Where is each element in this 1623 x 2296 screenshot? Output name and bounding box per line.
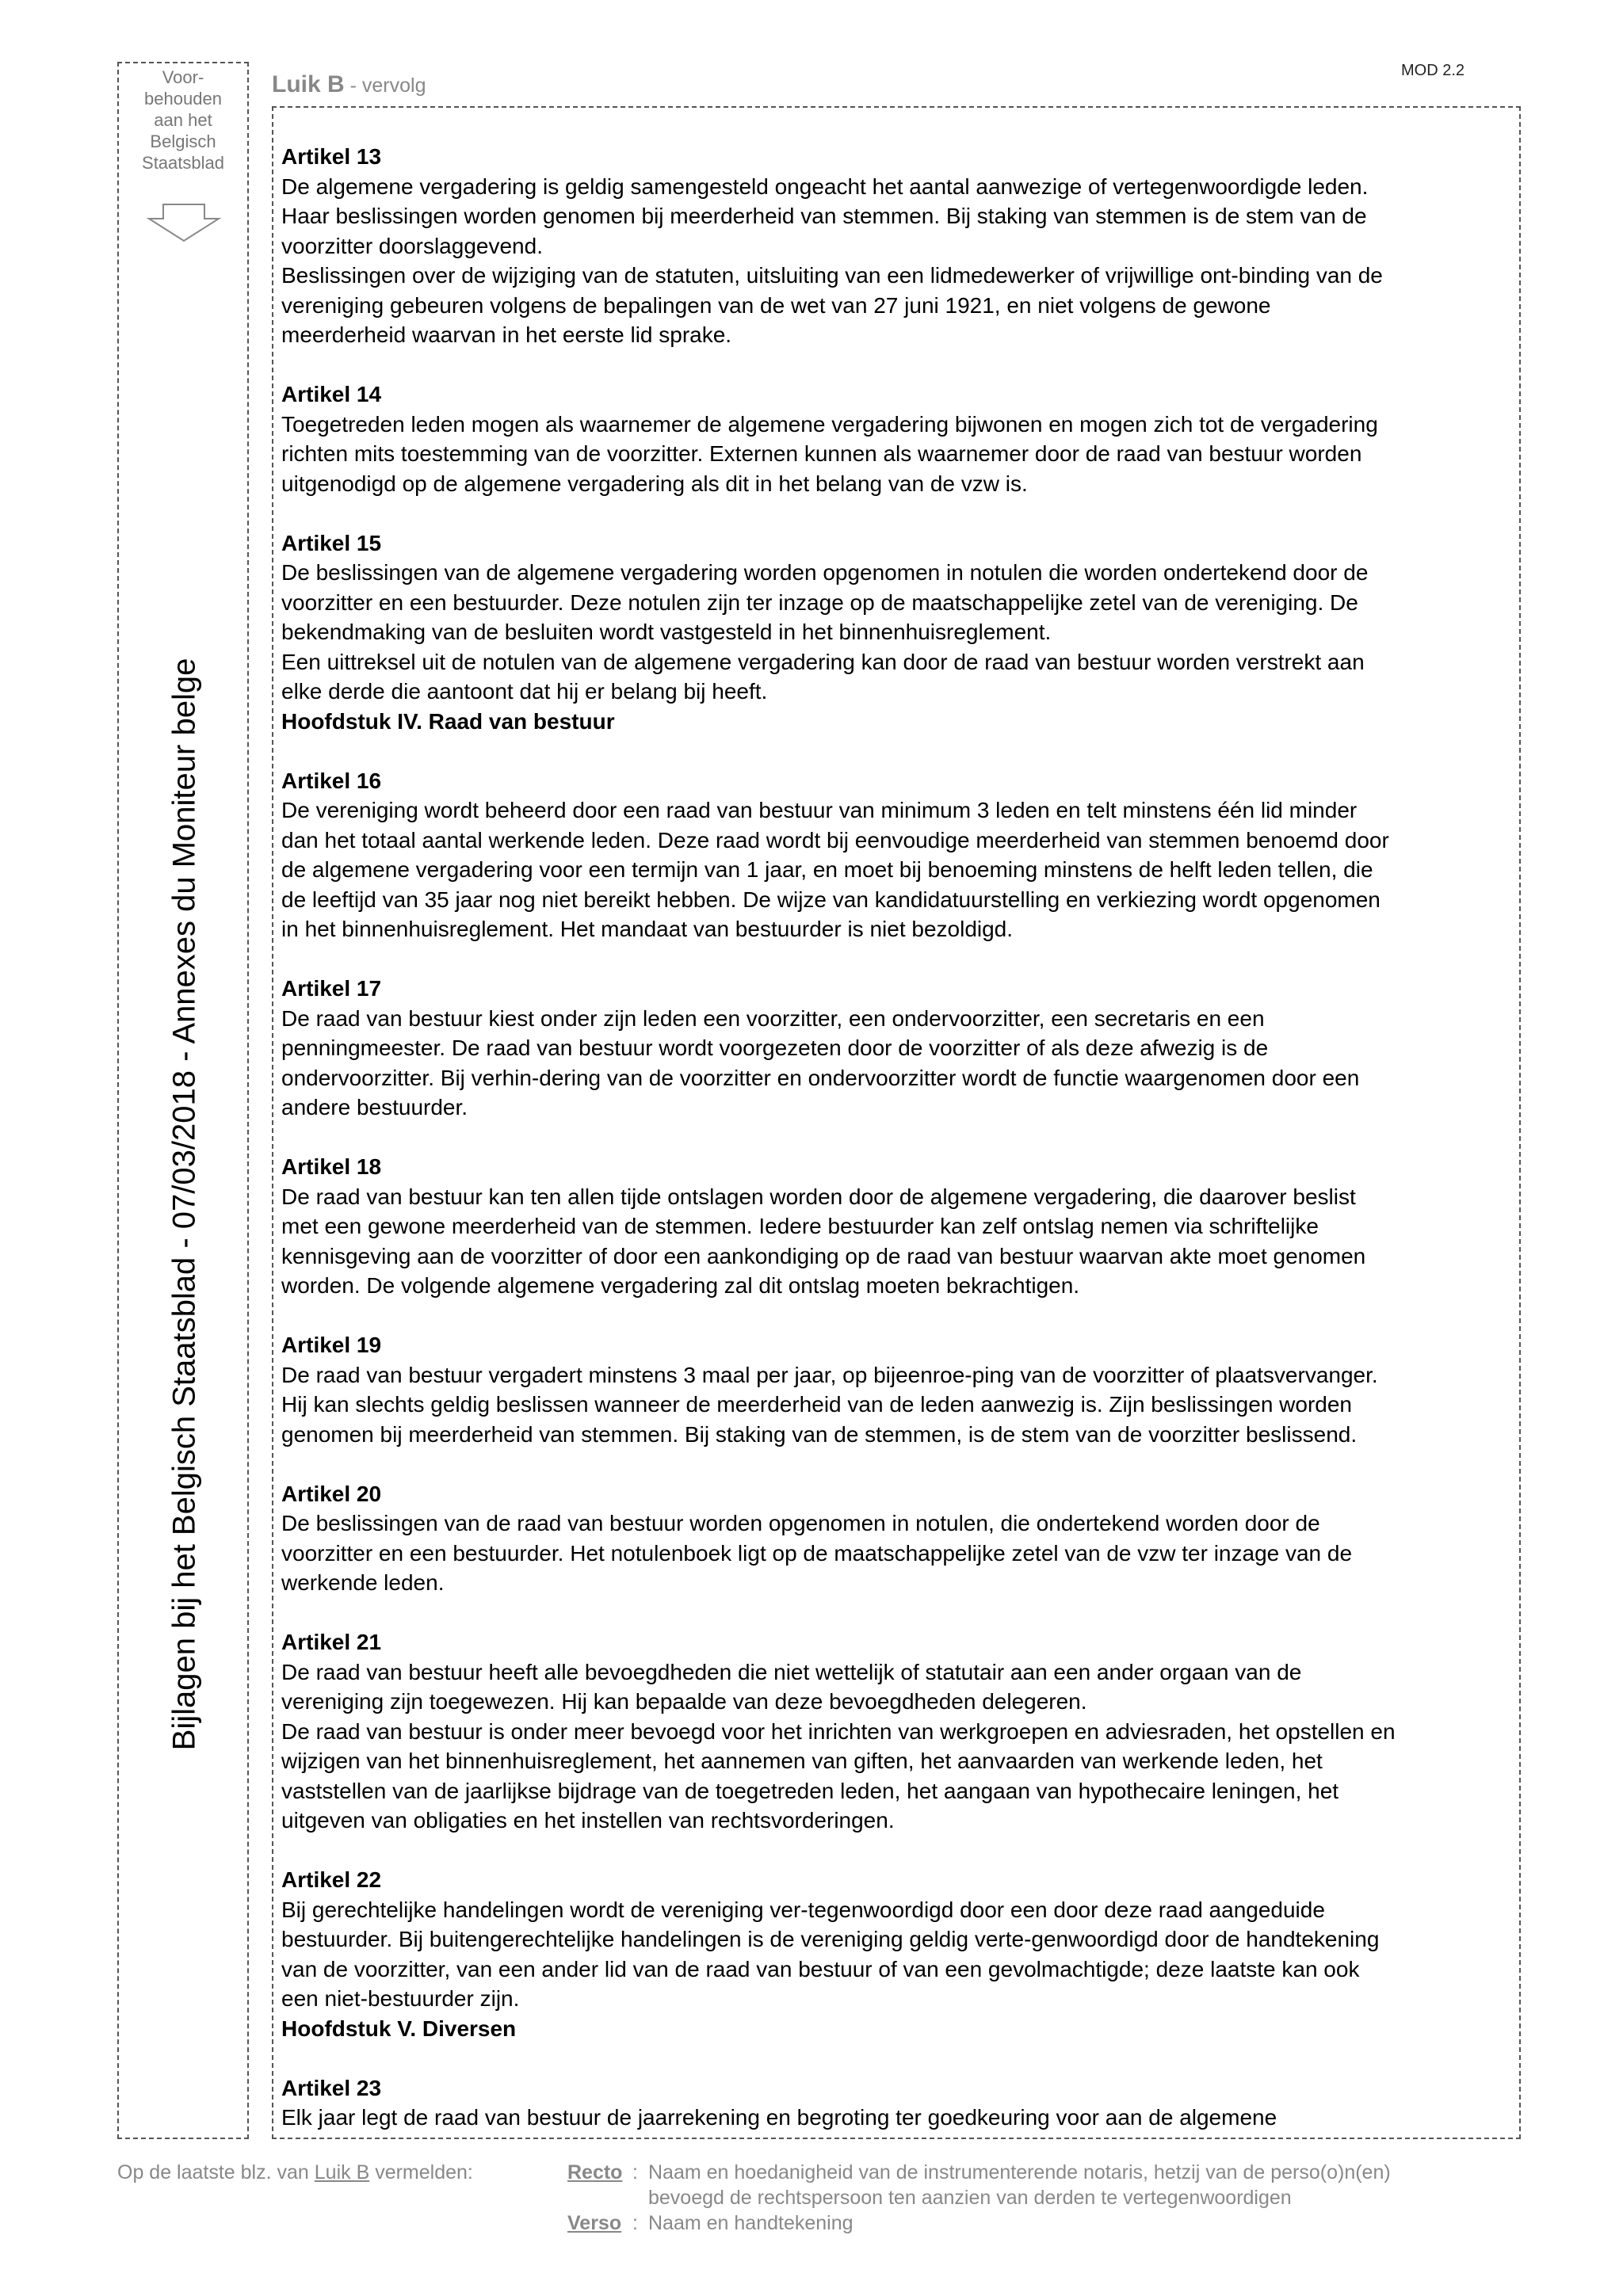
text-line: Bij gerechtelijke handelingen wordt de vereniging ver-tegenwoordigd door een door deze raad aangeduide — [281, 1897, 1325, 1922]
text-line: wijzigen van het binnenhuisreglement, het aannemen van giften, het aanvaarden van werkende leden, het — [281, 1749, 1323, 1773]
text-line: bekendmaking van de besluiten wordt vastgesteld in het binnenhuisreglement. — [281, 620, 1052, 644]
page-title — [272, 71, 426, 98]
recto-row — [567, 2160, 1558, 2210]
recto-label: Recto — [567, 2161, 623, 2183]
article-heading: Artikel 15 — [281, 530, 382, 555]
article-20 — [281, 1479, 1526, 1598]
article-heading: Artikel 20 — [281, 1481, 382, 1506]
text-line: Hij kan slechts geldig beslissen wanneer de meerderheid van de leden aanwezig is. Zijn beslissingen worden — [281, 1392, 1352, 1417]
text-line: andere bestuurder. — [281, 1095, 468, 1119]
text-line: De vereniging wordt beheerd door een raad van bestuur van minimum 3 leden en telt minstens één lid minder — [281, 798, 1358, 822]
luik-title: Luik B — [272, 71, 345, 97]
text-line: voorzitter en een bestuurder. Deze notulen zijn ter inzage op de maatschappelijke zetel van de vereniging. De — [281, 589, 1358, 615]
recto-line: bevoegd de rechtspersoon ten aanzien van derden te vertegenwoordigen — [648, 2187, 1292, 2209]
article-19 — [281, 1330, 1526, 1449]
article-heading: Artikel 23 — [281, 2075, 382, 2100]
article-23 — [281, 2073, 1526, 2133]
text-line: werkende leden. — [281, 1570, 445, 1595]
footer-luik-link: Luik B — [314, 2161, 370, 2183]
article-21 — [281, 1627, 1526, 1836]
article-heading: Artikel 21 — [281, 1630, 382, 1654]
article-22 — [281, 1865, 1526, 2043]
reserved-line: behouden — [144, 89, 222, 109]
separator: : — [632, 2161, 638, 2183]
separator: : — [632, 2212, 638, 2234]
article-14 — [281, 379, 1526, 498]
text-line: Elk jaar legt de raad van bestuur de jaarrekening en begroting ter goedkeuring voor aan de algemene — [281, 2105, 1277, 2130]
text-line: De raad van bestuur kiest onder zijn leden een voorzitter, een ondervoorzitter, een secretaris en een — [281, 1005, 1265, 1031]
document-body — [281, 142, 1526, 2133]
chapter-heading: Hoofdstuk IV. Raad van bestuur — [281, 708, 615, 734]
article-heading: Artikel 17 — [281, 976, 382, 1001]
text-line: Beslissingen over de wijziging van de statuten, uitsluiting van een lidmedewerker of vrijwillige ont-binding van de — [281, 263, 1383, 288]
text-line: voorzitter doorslaggevend. — [281, 233, 543, 258]
text-line: uitgeven van obligaties en het instellen van rechtsvorderingen. — [281, 1808, 895, 1833]
text-line: De raad van bestuur kan ten allen tijde ontslagen worden door de algemene vergadering, die daarover beslist — [281, 1184, 1356, 1209]
text-line: Een uittreksel uit de notulen van de algemene vergadering kan door de raad van bestuur worden verstrekt aan — [281, 649, 1365, 674]
article-heading: Artikel 18 — [281, 1154, 382, 1179]
article-heading: Artikel 22 — [281, 1867, 382, 1892]
verso-label: Verso — [567, 2212, 622, 2234]
luik-subtitle: - vervolg — [344, 74, 426, 97]
text-line: elke derde die aantoont dat hij er belang bij heeft. — [281, 679, 768, 704]
text-line: ondervoorzitter. Bij verhin-dering van de voorzitter en ondervoorzitter wordt de functie waargenomen door een — [281, 1065, 1360, 1090]
text-line: kennisgeving aan de voorzitter of door een aankondiging op de raad van bestuur waarvan akte moet genomen — [281, 1243, 1366, 1268]
text-line: De beslissingen van de raad van bestuur worden opgenomen in notulen, die ondertekend worden door de — [281, 1511, 1320, 1535]
article-13 — [281, 142, 1526, 350]
text-line: richten mits toestemming van de voorzitter. Externen kunnen als waarnemer door de raad van bestuur worden — [281, 441, 1362, 466]
article-heading: Artikel 14 — [281, 382, 382, 406]
text-line: bestuurder. Bij buitengerechtelijke handelingen is de vereniging geldig verte-genwoordigd door de handtekening — [281, 1927, 1380, 1951]
footer-suffix: vermelden: — [369, 2161, 473, 2183]
article-heading: Artikel 19 — [281, 1333, 382, 1357]
vertical-publication-label — [157, 634, 212, 1775]
text-line: De raad van bestuur is onder meer bevoegd voor het inrichten van werkgroepen en adviesraden, het opstellen en — [281, 1718, 1396, 1744]
text-line: vereniging gebeuren volgens de bepalingen van de wet van 27 juni 1921, en niet volgens de gewone — [281, 292, 1271, 318]
text-line: dan het totaal aantal werkende leden. Deze raad wordt bij eenvoudige meerderheid van stemmen benoemd door — [281, 827, 1389, 852]
text-line: genomen bij meerderheid van stemmen. Bij staking van de stemmen, is de stem van de voorzitter beslissend. — [281, 1421, 1358, 1447]
text-line: vereniging zijn toegewezen. Hij kan bepaalde van deze bevoegdheden delegeren. — [281, 1689, 1087, 1714]
recto-text — [648, 2160, 1558, 2210]
chapter-heading: Hoofdstuk V. Diversen — [281, 2016, 517, 2041]
article-16 — [281, 766, 1526, 944]
recto-line: Naam en hoedanigheid van de instrumenterende notaris, hetzij van de perso(o)n(en) — [648, 2161, 1391, 2183]
reserved-line: Voor- — [162, 67, 204, 87]
text-line: De algemene vergadering is geldig samengesteld ongeacht het aantal aanwezige of vertegenwoordigde leden. — [281, 174, 1369, 199]
reserved-line: aan het — [154, 110, 212, 130]
text-line: met een gewone meerderheid van de stemmen. Iedere bestuurder kan zelf ontslag nemen via schriftelijke — [281, 1214, 1319, 1238]
footer-prefix: Op de laatste blz. van — [117, 2161, 315, 2183]
article-heading: Artikel 13 — [281, 144, 382, 169]
reserved-line: Belgisch — [150, 132, 216, 151]
article-15 — [281, 528, 1526, 737]
text-line: in het binnenhuisreglement. Het mandaat van bestuurder is niet bezoldigd. — [281, 917, 1014, 941]
article-17 — [281, 974, 1526, 1123]
text-line: Toegetreden leden mogen als waarnemer de algemene vergadering bijwonen en mogen zich tot de vergadering — [281, 411, 1378, 437]
text-line: een niet-bestuurder zijn. — [281, 1986, 520, 2011]
article-18 — [281, 1152, 1526, 1301]
text-line: De beslissingen van de algemene vergadering worden opgenomen in notulen die worden ondertekend door de — [281, 560, 1369, 585]
text-line: worden. De volgende algemene vergadering zal dit ontslag moeten bekrachtigen. — [281, 1273, 1080, 1298]
text-line: meerderheid waarvan in het eerste lid sprake. — [281, 322, 732, 347]
text-line: vaststellen van de jaarlijkse bijdrage van de toegetreden leden, het aangaan van hypothecaire leningen, het — [281, 1778, 1339, 1803]
text-line: uitgenodigd op de algemene vergadering als dit in het belang van de vzw is. — [281, 471, 1028, 496]
reserved-label — [119, 67, 247, 174]
text-line: De raad van bestuur heeft alle bevoegdheden die niet wettelijk of statutair aan een ander orgaan van de — [281, 1659, 1302, 1684]
down-arrow-icon — [146, 203, 222, 244]
publication-text: Bijlagen bij het Belgisch Staatsblad - 07/03/2018 - Annexes du Moniteur belge — [166, 658, 202, 1751]
text-line: de leeftijd van 35 jaar nog niet bereikt hebben. De wijze van kandidatuurstelling en verkiezing wordt opgenomen — [281, 887, 1381, 912]
form-code: MOD 2.2 — [1401, 62, 1465, 79]
text-line: De raad van bestuur vergadert minstens 3 maal per jaar, op bijeenroe-ping van de voorzitter of plaatsvervanger. — [281, 1362, 1378, 1387]
footer-requirements — [567, 2160, 1558, 2236]
verso-row — [567, 2210, 1558, 2236]
text-line: voorzitter en een bestuurder. Het notulenboek ligt op de maatschappelijke zetel van de vzw ter inzage van de — [281, 1540, 1353, 1566]
text-line: penningmeester. De raad van bestuur wordt voorgezeten door de voorzitter of als deze afwezig is de — [281, 1035, 1269, 1060]
text-line: Haar beslissingen worden genomen bij meerderheid van stemmen. Bij staking van stemmen is de stem van de — [281, 204, 1367, 228]
text-line: van de voorzitter, van een ander lid van de raad van bestuur of van een gevolmachtigde; deze laatste kan ook — [281, 1956, 1360, 1981]
reserved-line: Staatsblad — [142, 153, 224, 173]
footer-instruction — [117, 2160, 473, 2185]
article-heading: Artikel 16 — [281, 768, 382, 793]
text-line: de algemene vergadering voor een termijn van 1 jaar, en moet bij benoeming minstens de helft leden tellen, die — [281, 857, 1373, 882]
verso-text: Naam en handtekening — [648, 2212, 854, 2234]
